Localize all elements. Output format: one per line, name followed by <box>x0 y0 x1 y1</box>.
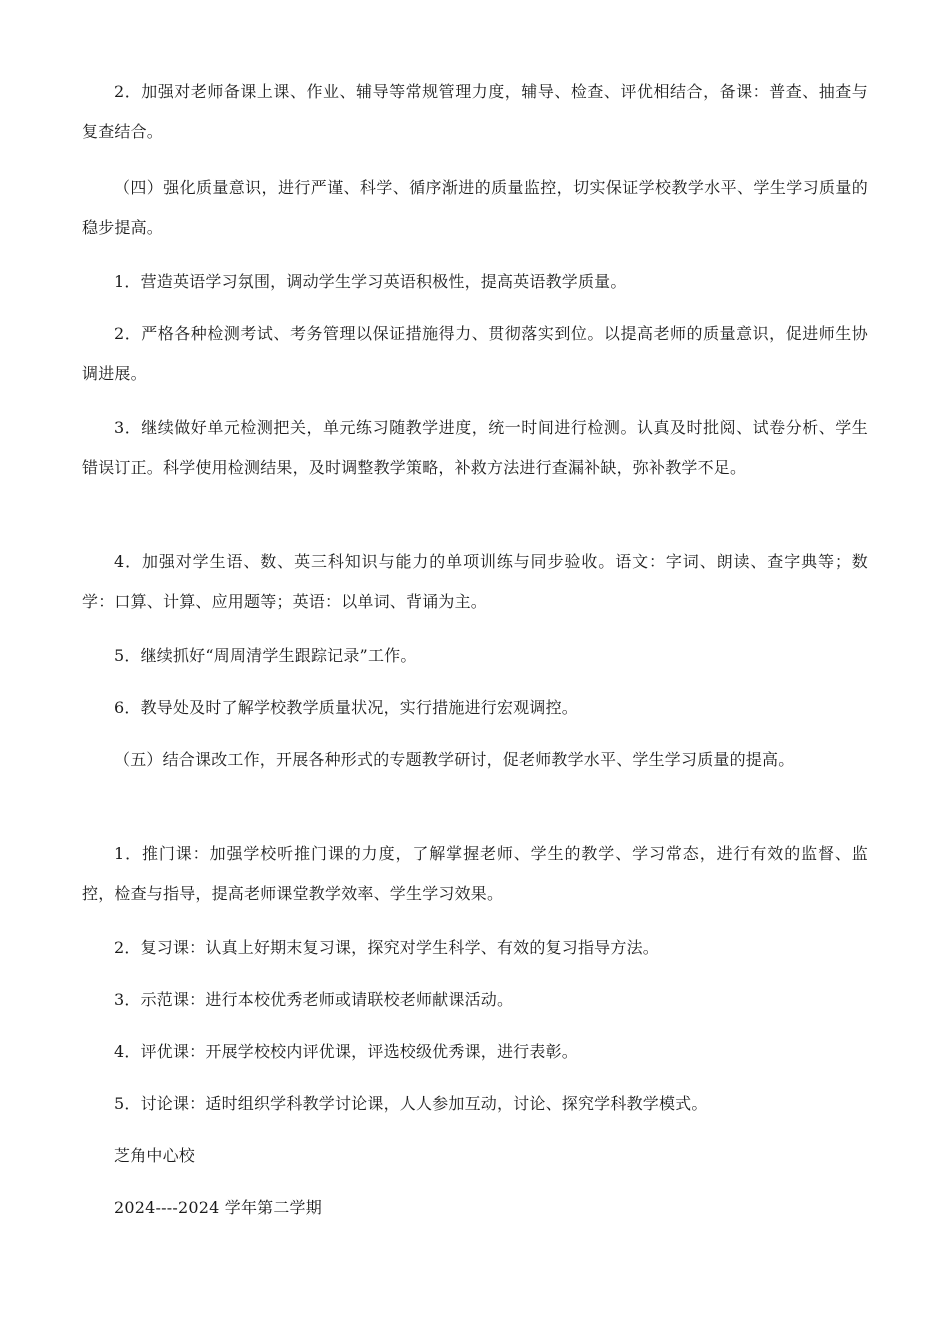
section-heading-curriculum-reform: （五）结合课改工作，开展各种形式的专题教学研讨，促老师教学水平、学生学习质量的提高。 <box>114 750 795 769</box>
paragraph-weekly-tracking: 5．继续抓好“周周清学生跟踪记录”工作。 <box>114 646 417 665</box>
signature-school-name: 芝角中心校 <box>114 1146 196 1165</box>
paragraph-demonstration-class: 3．示范课：进行本校优秀老师或请联校老师献课活动。 <box>114 990 514 1009</box>
paragraph-discussion-class: 5．讨论课：适时组织学科教学讨论课，人人参加互动，讨论、探究学科教学模式。 <box>114 1094 708 1113</box>
section-heading-quality-awareness: （四）强化质量意识，进行严谨、科学、循序渐进的质量监控，切实保证学校教学水平、学生学习质量的稳步提高。 <box>82 178 868 237</box>
signature-term: 2024----2024 学年第二学期 <box>114 1198 322 1217</box>
paragraph-teacher-routine-management: 2．加强对老师备课上课、作业、辅导等常规管理力度，辅导、检查、评优相结合，备课：普查、抽查与复查结合。 <box>82 82 868 141</box>
paragraph-exam-management: 2．严格各种检测考试、考务管理以保证措施得力、贯彻落实到位。以提高老师的质量意识，促进师生协调进展。 <box>82 324 868 383</box>
paragraph-english-atmosphere: 1．营造英语学习氛围，调动学生学习英语积极性，提高英语教学质量。 <box>114 272 627 291</box>
paragraph-macro-control: 6．教导处及时了解学校教学质量状况，实行措施进行宏观调控。 <box>114 698 578 717</box>
paragraph-unit-testing: 3．继续做好单元检测把关，单元练习随教学进度，统一时间进行检测。认真及时批阅、试卷分析、学生错误订正。科学使用检测结果，及时调整教学策略，补救方法进行查漏补缺，弥补教学不足。 <box>82 418 868 477</box>
paragraph-excellence-class: 4．评优课：开展学校校内评优课，评选校级优秀课，进行表彰。 <box>114 1042 578 1061</box>
paragraph-review-class: 2．复习课：认真上好期末复习课，探究对学生科学、有效的复习指导方法。 <box>114 938 659 957</box>
paragraph-single-item-training: 4．加强对学生语、数、英三科知识与能力的单项训练与同步验收。语文：字词、朗读、查字典等；数学：口算、计算、应用题等；英语：以单词、背诵为主。 <box>82 552 868 611</box>
paragraph-drop-in-class: 1．推门课：加强学校听推门课的力度，了解掌握老师、学生的教学、学习常态，进行有效的监督、监控，检查与指导，提高老师课堂教学效率、学生学习效果。 <box>82 844 868 903</box>
